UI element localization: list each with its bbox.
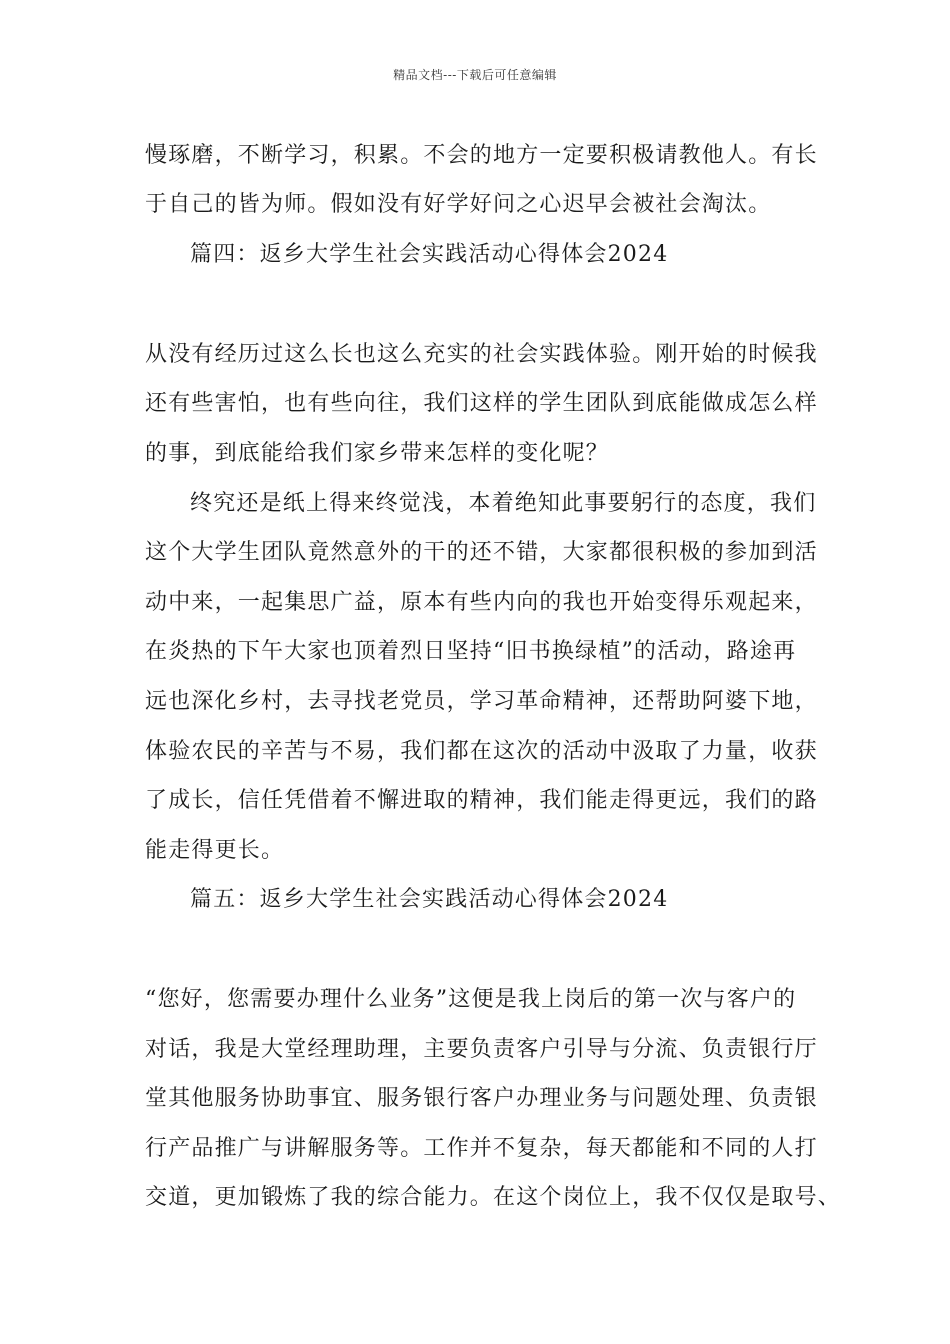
text-line: 从没有经历过这么长也这么充实的社会实践体验。刚开始的时候我: [145, 342, 818, 367]
section-heading: 篇四：返乡大学生社会实践活动心得体会2024: [190, 242, 669, 267]
text-line: 的事，到底能给我们家乡带来怎样的变化呢？: [145, 441, 610, 466]
text-line: 体验农民的辛苦与不易，我们都在这次的活动中汲取了力量，收获: [145, 739, 818, 764]
text-line: 慢琢磨，不断学习，积累。不会的地方一定要积极请教他人。有长: [145, 143, 818, 168]
text-line: 还有些害怕，也有些向往，我们这样的学生团队到底能做成怎么样: [145, 391, 818, 416]
text-line: 对话，我是大堂经理助理，主要负责客户引导与分流、负责银行厅: [145, 1037, 818, 1062]
text-line: 行产品推广与讲解服务等。工作并不复杂，每天都能和不同的人打: [145, 1136, 818, 1161]
text-line: 于自己的皆为师。假如没有好学好问之心迟早会被社会淘汰。: [145, 192, 772, 217]
text-line: 在炎热的下午大家也顶着烈日坚持“旧书换绿植”的活动，路途再: [145, 639, 797, 664]
text-line: “您好，您需要办理什么业务”这便是我上岗后的第一次与客户的: [145, 987, 797, 1012]
section-heading: 篇五：返乡大学生社会实践活动心得体会2024: [190, 887, 669, 912]
text-line: 能走得更长。: [145, 838, 285, 863]
text-line: 终究还是纸上得来终觉浅，本着绝知此事要躬行的态度，我们: [190, 491, 817, 516]
text-line: 远也深化乡村，去寻找老党员，学习革命精神，还帮助阿婆下地，: [145, 689, 818, 714]
text-line: 了成长，信任凭借着不懈进取的精神，我们能走得更远，我们的路: [145, 788, 818, 813]
text-line: 这个大学生团队竟然意外的干的还不错，大家都很积极的参加到活: [145, 540, 818, 565]
text-line: 交道，更加锻炼了我的综合能力。在这个岗位上，我不仅仅是取号、: [145, 1185, 842, 1210]
text-line: 堂其他服务协助事宜、服务银行客户办理业务与问题处理、负责银: [145, 1086, 818, 1111]
page-header: 精品文档---下载后可任意编辑: [393, 68, 557, 82]
text-line: 动中来，一起集思广益，原本有些内向的我也开始变得乐观起来，: [145, 590, 818, 615]
